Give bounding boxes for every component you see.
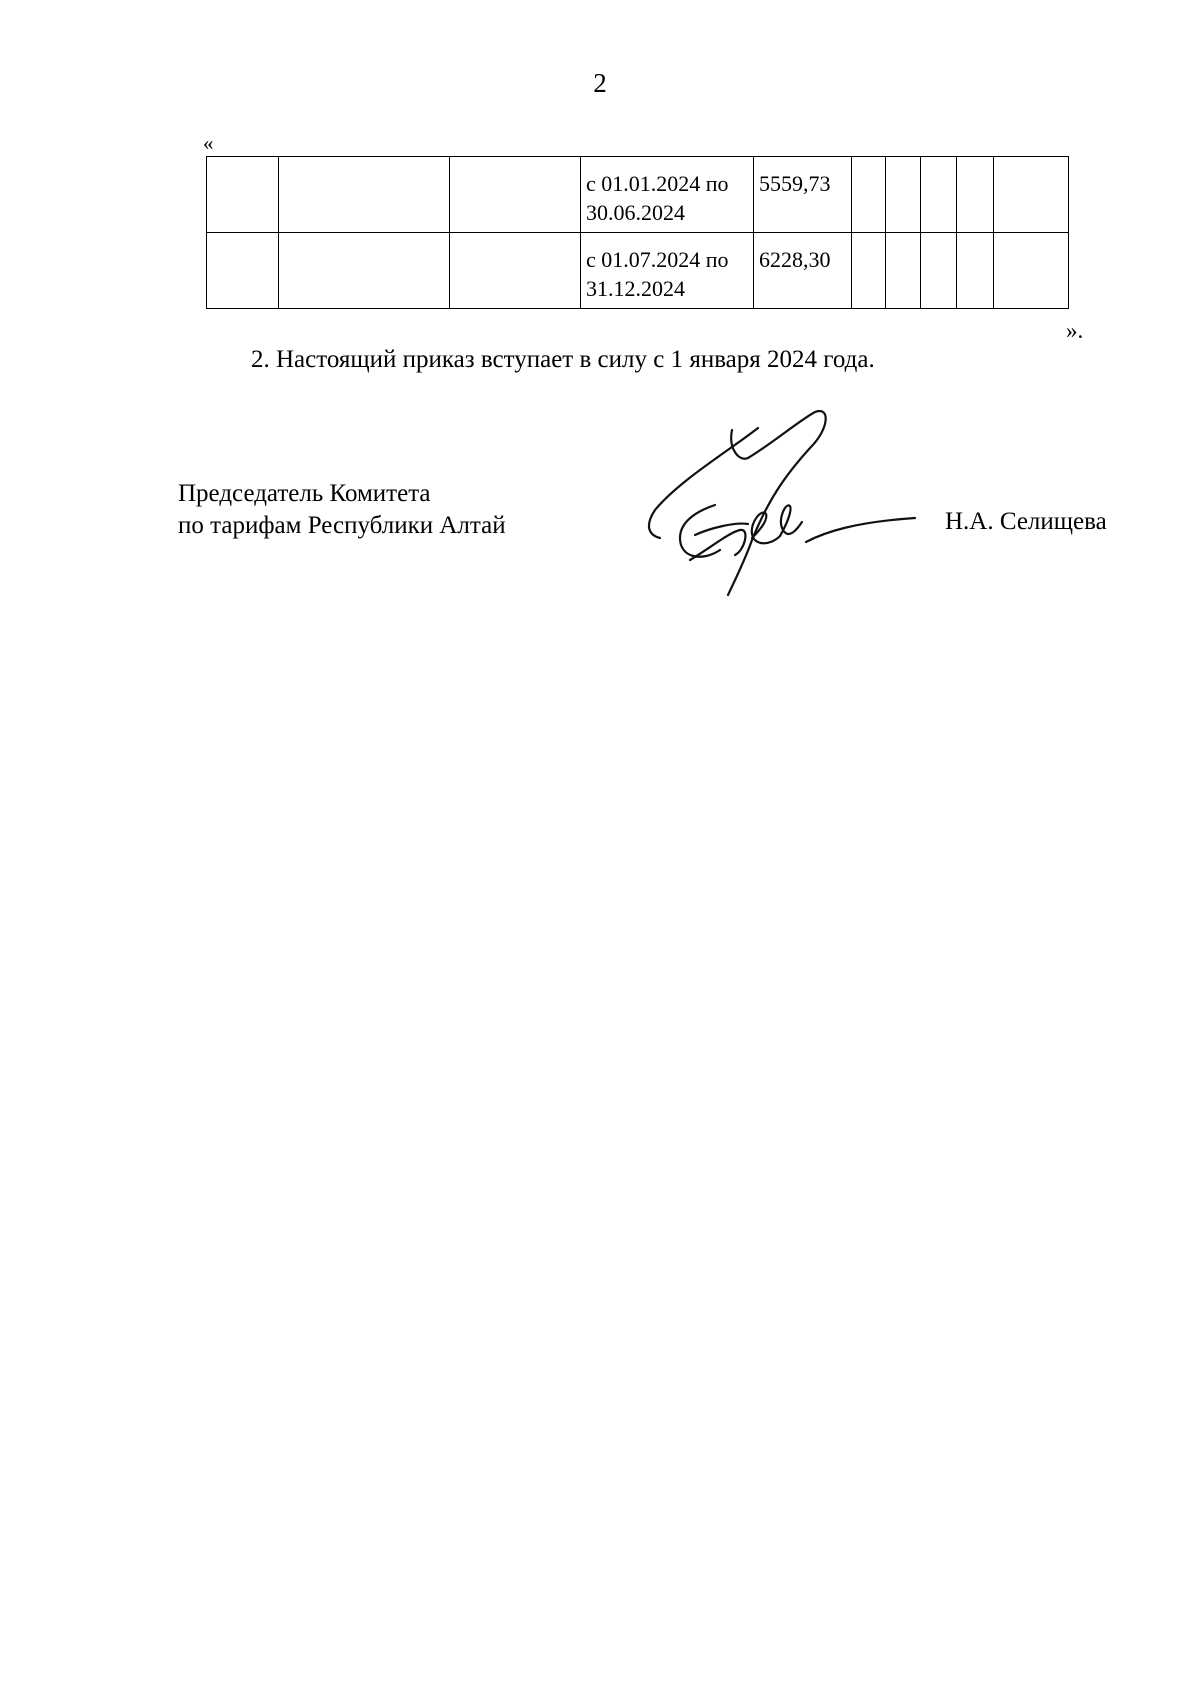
page-number: 2: [593, 68, 607, 98]
table-cell: [921, 157, 957, 233]
table-cell: [450, 157, 581, 233]
table-row: [207, 157, 1069, 233]
table-cell: [886, 157, 921, 233]
table-cell: [279, 157, 450, 233]
signatory-title-line: по тарифам Республики Алтай: [178, 512, 506, 539]
period-cell: с 01.01.2024 по 30.06.2024: [581, 157, 754, 233]
tariff-value-cell: 6228,30: [754, 233, 852, 309]
table-cell: [994, 233, 1069, 309]
period-cell: с 01.07.2024 по 31.12.2024: [581, 233, 754, 309]
table-cell: [207, 233, 279, 309]
opening-quote: «: [203, 131, 214, 155]
signatory-title: [178, 478, 506, 542]
table-cell: [886, 233, 921, 309]
table-cell: [450, 233, 581, 309]
table-row: [207, 233, 1069, 309]
signatory-name: Н.А. Селищева: [945, 508, 1107, 535]
closing-quote: ».: [1066, 318, 1084, 343]
tariff-table: [206, 156, 1069, 309]
effective-date-paragraph: 2. Настоящий приказ вступает в силу с 1 января 2024 года.: [251, 346, 875, 373]
table-cell: [852, 157, 886, 233]
table-cell: [994, 157, 1069, 233]
tariff-value-cell: 5559,73: [754, 157, 852, 233]
table-cell: [921, 233, 957, 309]
table-cell: [852, 233, 886, 309]
table-cell: [207, 157, 279, 233]
table-cell: [279, 233, 450, 309]
table-cell: [957, 157, 994, 233]
table-cell: [957, 233, 994, 309]
signatory-title-line: Председатель Комитета: [178, 480, 431, 507]
handwritten-signature: [640, 410, 930, 600]
